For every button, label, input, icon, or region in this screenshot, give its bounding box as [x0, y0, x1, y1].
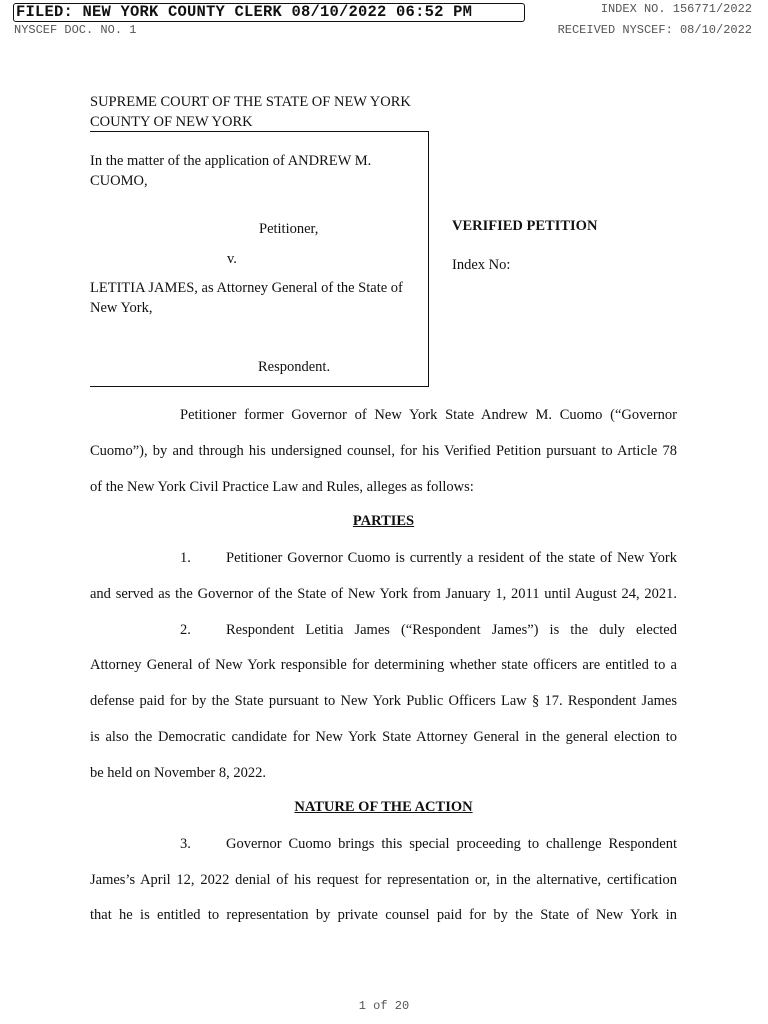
- index-number: INDEX NO. 156771/2022: [600, 2, 752, 16]
- para-3-line-1: [226, 835, 677, 853]
- para-2-line-2: Attorney General of New York responsible for determining whether state officers are entitled to a: [90, 657, 677, 673]
- para-1-line-2: and served as the Governor of the State of New York from January 1, 2011 until August 24, 2021.: [90, 586, 677, 602]
- intro-line-2: Cuomo”), by and through his undersigned counsel, for his Verified Petition pursuant to Article 78: [90, 443, 677, 459]
- intro-line-1-text: Petitioner former Governor of New York State Andrew M. Cuomo (“Governor: [180, 407, 677, 423]
- para-2-line-1: [226, 621, 677, 639]
- petitioner-label: Petitioner,: [259, 221, 319, 237]
- para-2-line-1-text: Respondent Letitia James (“Respondent James”) is the duly elected: [226, 622, 677, 638]
- court-county: COUNTY OF NEW YORK: [90, 114, 253, 130]
- nature-heading: NATURE OF THE ACTION: [294, 799, 473, 815]
- respondent-line-1: LETITIA JAMES, as Attorney General of the State of: [90, 280, 403, 296]
- filed-banner: FILED: NEW YORK COUNTY CLERK 08/10/2022 06:52 PM: [13, 3, 525, 22]
- page-number: 1 of 20: [358, 999, 410, 1013]
- versus-label: v.: [227, 251, 237, 267]
- respondent-line-2: New York,: [90, 300, 153, 316]
- court-heading: [90, 92, 411, 132]
- matter-line-1: In the matter of the application of ANDREW M.: [90, 153, 372, 169]
- para-3-line-2: James’s April 12, 2022 denial of his request for representation or, in the alternative, certification: [90, 872, 677, 888]
- court-name: SUPREME COURT OF THE STATE OF NEW YORK: [90, 94, 411, 110]
- nyscef-doc-number: NYSCEF DOC. NO. 1: [14, 23, 137, 37]
- intro-line-1: [180, 406, 677, 424]
- para-2-line-3: defense paid for by the State pursuant to New York Public Officers Law § 17. Respondent James: [90, 693, 677, 709]
- index-label: Index No:: [452, 257, 511, 273]
- received-date: RECEIVED NYSCEF: 08/10/2022: [557, 23, 752, 37]
- document-title: VERIFIED PETITION: [452, 218, 598, 234]
- para-2-line-4: is also the Democratic candidate for New York State Attorney General in the general election to: [90, 729, 677, 745]
- matter-line-2: CUOMO,: [90, 173, 148, 189]
- para-2-number: 2.: [180, 622, 191, 638]
- parties-heading: PARTIES: [352, 513, 415, 529]
- para-1-number: 1.: [180, 550, 191, 566]
- para-3-line-1-text: Governor Cuomo brings this special proceeding to challenge Respondent: [226, 836, 677, 852]
- intro-line-3: of the New York Civil Practice Law and Rules, alleges as follows:: [90, 479, 474, 495]
- para-1-line-1-text: Petitioner Governor Cuomo is currently a resident of the state of New York: [226, 550, 677, 566]
- para-2-line-5: be held on November 8, 2022.: [90, 765, 266, 781]
- para-1-line-1: [226, 549, 677, 567]
- respondent-label: Respondent.: [258, 359, 331, 375]
- para-3-line-3: that he is entitled to representation by private counsel paid for by the State of New York in: [90, 907, 677, 923]
- para-3-number: 3.: [180, 836, 191, 852]
